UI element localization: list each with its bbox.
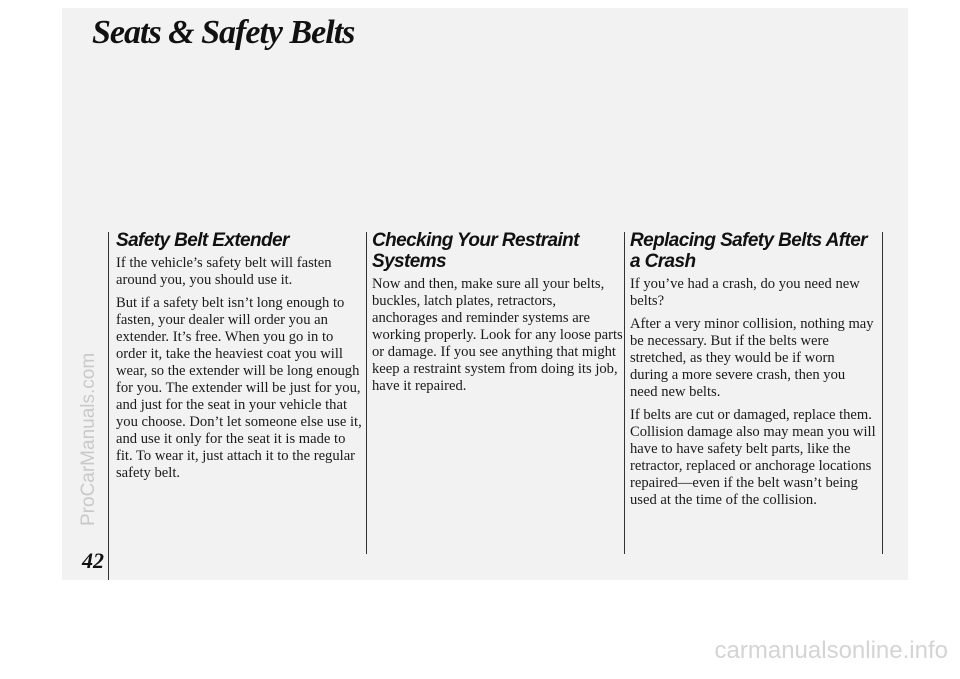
paragraph: If belts are cut or damaged, replace them. Collision damage also may mean you will have to have safety belt parts, like the retractor, replaced or anchorage locations repaired—even if the belt wasn’t being used at the time of the collision.	[630, 407, 876, 508]
page-number: 42	[82, 548, 104, 573]
section-heading: Safety Belt Extender	[116, 230, 289, 251]
paragraph: Now and then, make sure all your belts, buckles, latch plates, retractors, anchorages and reminder systems are working properly. Look for any loose parts or damage. If you see anything that might keep a restraint system from doing its job, have it repaired.	[372, 276, 623, 394]
section-heading: Checking Your Restraint Systems	[372, 230, 579, 272]
paragraph: If the vehicle’s safety belt will fasten around you, you should use it.	[116, 255, 332, 288]
bottom-watermark: carmanualsonline.info	[714, 637, 948, 664]
left-margin-rule	[108, 232, 109, 580]
paragraph: But if a safety belt isn’t long enough to fasten, your dealer will order you an extender. It’s free. When you go in to order it, take the heaviest coat you will wear, so the extender will be long enough for you. The extender will be just for you, and just for the seat in your vehicle that you choose. Don’t let someone else use it, and use it only for the seat it is made to fit. To wear it, just attach it to the regular safety belt.	[116, 295, 362, 481]
side-watermark: ProCarManuals.com	[78, 352, 99, 526]
section-heading: Replacing Safety Belts After a Crash	[630, 230, 867, 272]
paragraph: After a very minor collision, nothing may be necessary. But if the belts were stretched, as they would be if worn during a more severe crash, then you need new belts.	[630, 316, 874, 400]
page-title: Seats & Safety Belts	[92, 14, 355, 51]
column-replacing-safety-belts	[630, 230, 876, 515]
right-margin-rule	[882, 232, 883, 554]
column-divider-1	[366, 232, 367, 554]
column-checking-restraint-systems	[372, 230, 624, 401]
column-divider-2	[624, 232, 625, 554]
paragraph: If you’ve had a crash, do you need new belts?	[630, 276, 860, 309]
column-safety-belt-extender	[116, 230, 364, 488]
